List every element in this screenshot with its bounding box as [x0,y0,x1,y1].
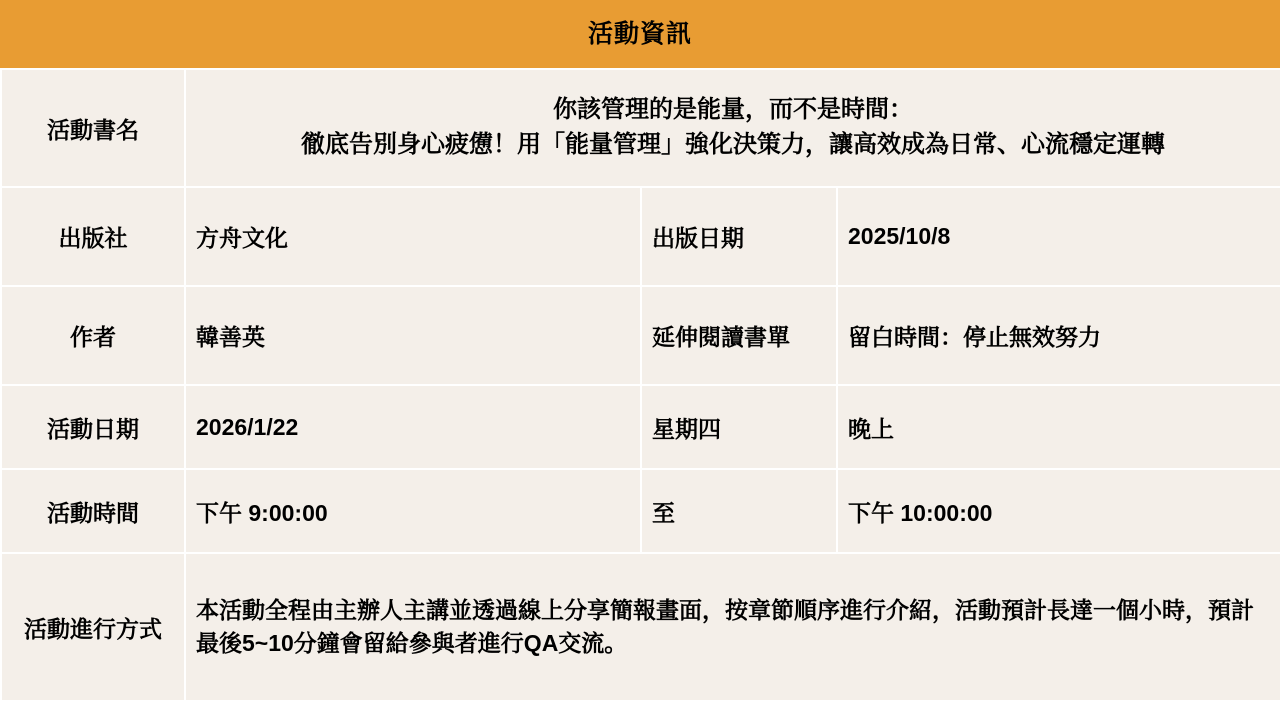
label-author: 作者 [1,286,185,385]
value-weekday: 星期四 [641,385,837,469]
label-publisher: 出版社 [1,187,185,286]
label-event-date: 活動日期 [1,385,185,469]
label-extended-reading: 延伸閱讀書單 [641,286,837,385]
page-title: 活動資訊 [0,0,1280,68]
event-info-table [0,68,1280,702]
value-end-time: 下午 10:00:00 [837,469,1280,553]
label-time-separator: 至 [641,469,837,553]
label-publish-date: 出版日期 [641,187,837,286]
value-author: 韓善英 [185,286,641,385]
table-row-author [1,286,1280,385]
table-row-event-date [1,385,1280,469]
value-method: 本活動全程由主辦人主講並透過線上分享簡報畫面，按章節順序進行介紹，活動預計長達一個小時，預計最後5~10分鐘會留給參與者進行QA交流。 [185,553,1280,701]
book-title-line-1: 你該管理的是能量，而不是時間： [553,96,914,124]
label-book-title: 活動書名 [1,69,185,187]
value-daypart: 晚上 [837,385,1280,469]
value-event-date: 2026/1/22 [185,385,641,469]
book-title-line-2: 徹底告別身心疲憊！用「能量管理」強化決策力，讓高效成為日常、心流穩定運轉 [301,131,1166,158]
table-row-publisher [1,187,1280,286]
value-book-title [185,69,1280,187]
value-start-time: 下午 9:00:00 [185,469,641,553]
label-method: 活動進行方式 [1,553,185,701]
label-event-time: 活動時間 [1,469,185,553]
table-row-book-title [1,69,1280,187]
table-row-method [1,553,1280,701]
table-row-event-time [1,469,1280,553]
value-publish-date: 2025/10/8 [837,187,1280,286]
value-extended-reading: 留白時間：停止無效努力 [837,286,1280,385]
value-publisher: 方舟文化 [185,187,641,286]
